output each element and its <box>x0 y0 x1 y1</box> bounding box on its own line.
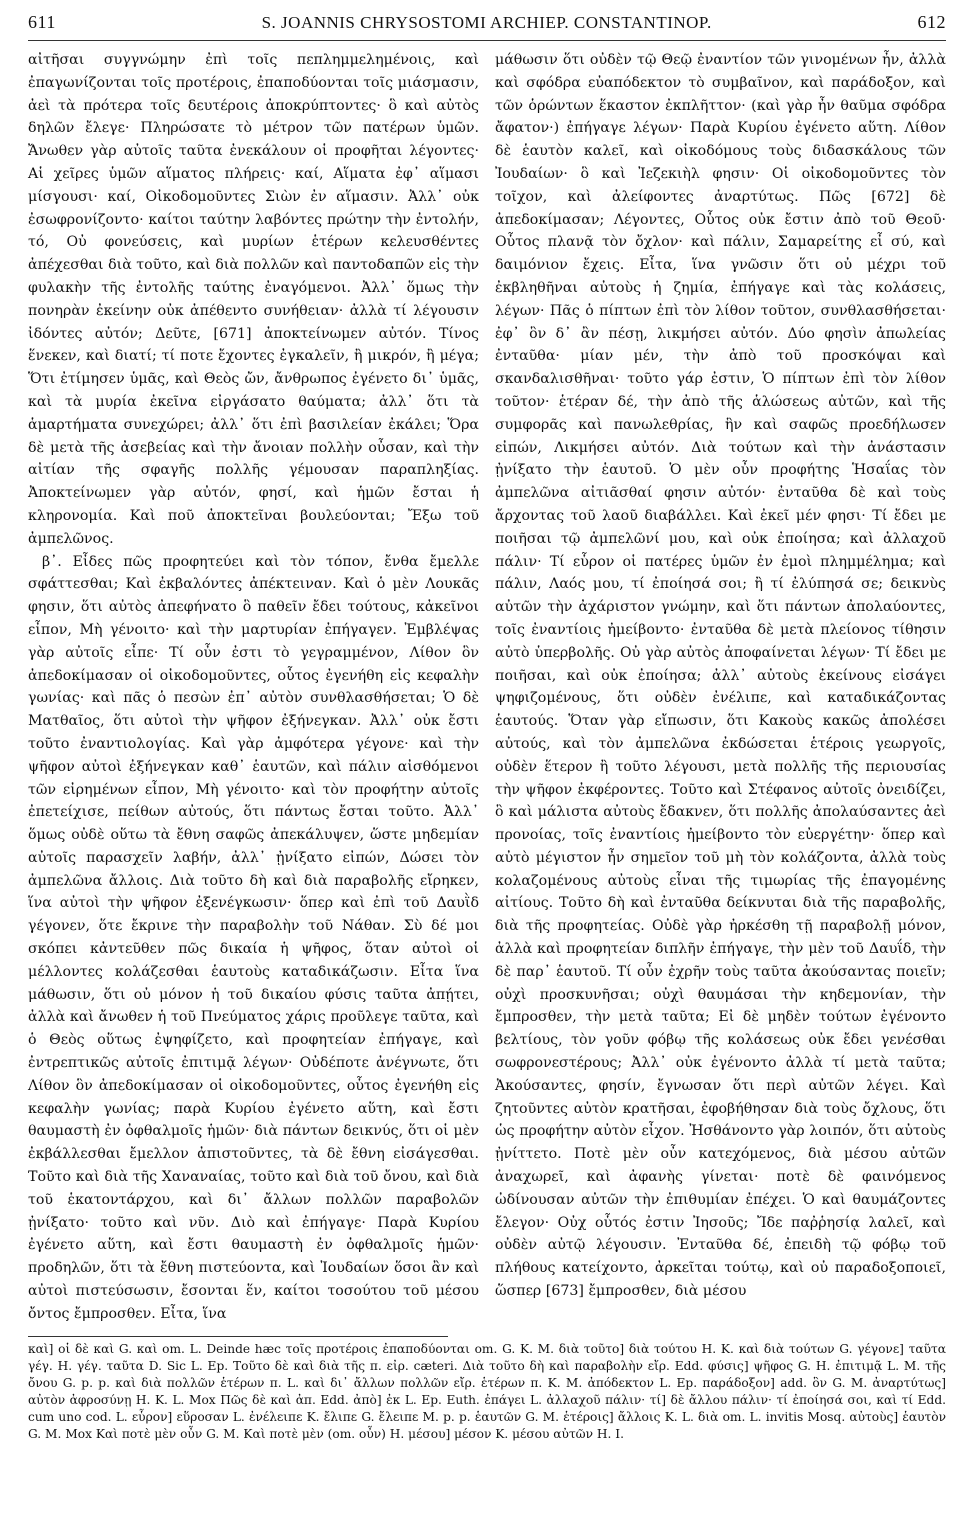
right-column <box>495 49 946 1326</box>
page-header <box>28 12 946 41</box>
left-paragraph-1: αἰτῆσαι συγγνώμην ἐπὶ τοῖς πεπλημμελημένοις, καὶ ἐπαγωνίζονται τοῖς προτέροις, ἐπαποδύονται τοῖς μιάσμασιν, ἀεὶ τὰ πρότερα τοῖς δευτέροις ἀποκρύπτοντες· ὃ καὶ αὐτὸς δηλῶν ἔλεγε· Πληρώσατε τὸ μέτρον τῶν πατέρων ὑμῶν. Ἄνωθεν γὰρ αὐτοῖς ταῦτα ἐνεκάλουν οἱ προφῆται λέγοντες· Αἱ χεῖρες ὑμῶν αἵματος πλήρεις· καί, Αἵματα ἐφ᾽ αἵμασι μίσγουσι· καί, Οἰκοδομοῦντες Σιὼν ἐν αἵμασιν. Ἀλλ᾽ οὐκ ἐσωφρονίζοντο· καίτοι ταύτην λαβόντες πρώτην τὴν ἐντολήν, τό, Οὐ φονεύσεις, καὶ μυρίων ἑτέρων κελευσθέντες ἀπέχεσθαι διὰ τοῦτο, καὶ διὰ πολλῶν καὶ παντοδαπῶν εἰς τὴν φυλακὴν τῆς ἐντολῆς ταύτης ἐναγόμενοι. Ἀλλ᾽ ὅμως τὴν πονηρὰν ἐκείνην οὐκ ἀπέθεντο συνήθειαν· ἀλλὰ τί λέγουσιν ἰδόντες αὐτόν; Δεῦτε, [671] ἀποκτείνωμεν αὐτόν. Τίνος ἕνεκεν, καὶ διατί; τί ποτε ἔχοντες ἐγκαλεῖν, ἢ μικρόν, ἢ μέγα; Ὅτι ἐτίμησεν ὑμᾶς, καὶ Θεὸς ὤν, ἄνθρωπος ἐγένετο δι᾽ ὑμᾶς, καὶ τὰ μυρία ἐκεῖνα εἰργάσατο θαύματα; ἀλλ᾽ ὅτι τὰ ἁμαρτήματα συνεχώρει; ἀλλ᾽ ὅτι ἐπὶ βασιλείαν ἐκάλει; Ὅρα δὲ μετὰ τῆς ἀσεβείας καὶ τὴν ἄνοιαν πολλὴν οὖσαν, καὶ τὴν αἰτίαν τῆς σφαγῆς πολλῆς γέμουσαν παραπληξίας. Ἀποκτείνωμεν γὰρ αὐτόν, φησί, καὶ ἡμῶν ἔσται ἡ κληρονομία. Καὶ ποῦ ἀποκτεῖναι βουλεύονται; Ἔξω τοῦ ἀμπελῶνος. <box>28 52 479 547</box>
page-number-left: 611 <box>28 12 56 32</box>
document-page <box>28 12 946 1528</box>
left-paragraph-2: β᾽. Εἶδες πῶς προφητεύει καὶ τὸν τόπον, ἔνθα ἔμελλε σφάττεσθαι; Καὶ ἐκβαλόντες ἀπέκτειναν. Καὶ ὁ μὲν Λουκᾶς φησιν, ὅτι αὐτὸς ἀπεφήνατο ὃ παθεῖν ἔδει τούτους, κἀκεῖνοι εἶπον, Μὴ γένοιτο· καὶ τὴν μαρτυρίαν ἐπήγαγεν. Ἐμβλέψας γὰρ αὐτοῖς εἶπε· Τί οὖν ἐστι τὸ γεγραμμένον, Λίθον ὃν ἀπεδοκίμασαν οἱ οἰκοδομοῦντες, οὗτος ἐγενήθη εἰς κεφαλὴν γωνίας· καὶ πᾶς ὁ πεσὼν ἐπ᾽ αὐτὸν συνθλασθήσεται; Ὁ δὲ Ματθαῖος, ὅτι αὐτοὶ τὴν ψῆφον ἐξήνεγκαν. Ἀλλ᾽ οὐκ ἔστι τοῦτο ἐναντιολογίας. Καὶ γὰρ ἀμφότερα γέγονε· καὶ τὴν ψῆφον αὐτοὶ ἐξήνεγκαν καθ᾽ ἑαυτῶν, καὶ πάλιν αἰσθόμενοι τῶν εἰρημένων εἶπον, Μὴ γένοιτο· καὶ τὸν προφήτην αὐτοῖς ἐπετείχισε, πείθων αὐτούς, ὅτι πάντως ἔσται τοῦτο. Ἀλλ᾽ ὅμως οὐδὲ οὕτω τὰ ἔθνη σαφῶς ἀπεκάλυψεν, ὥστε μηδεμίαν αὐτοῖς παρασχεῖν λαβήν, ἀλλ᾽ ᾐνίξατο εἰπών, Δώσει τὸν ἀμπελῶνα ἄλλοις. Διὰ τοῦτο δὴ καὶ διὰ παραβολῆς εἴρηκεν, ἵνα αὐτοὶ τὴν ψῆφον ἐξενέγκωσιν· ὅπερ καὶ ἐπὶ τοῦ Δαυῒδ γέγονεν, ὅτε ἔκρινε τὴν παραβολὴν τοῦ Νάθαν. Σὺ δέ μοι σκόπει κἀντεῦθεν πῶς δικαία ἡ ψῆφος, ὅταν αὐτοὶ οἱ μέλλοντες κολάζεσθαι ἑαυτοὺς καταδικάζωσιν. Εἶτα ἵνα μάθωσιν, ὅτι οὐ μόνον ἡ τοῦ δικαίου φύσις ταῦτα ἀπῄτει, ἀλλὰ καὶ ἄνωθεν ἡ τοῦ Πνεύματος χάρις προῦλεγε ταῦτα, καὶ ὁ Θεὸς οὕτως ἐψηφίζετο, καὶ προφητείαν ἐπήγαγε, καὶ ἐντρεπτικῶς αὐτοῖς ἐπιτιμᾷ λέγων· Οὐδέποτε ἀνέγνωτε, ὅτι Λίθον ὃν ἀπεδοκίμασαν οἱ οἰκοδομοῦντες, οὗτος ἐγενήθη εἰς κεφαλὴν γωνίας; παρὰ Κυρίου ἐγένετο αὕτη, καὶ ἔστι θαυμαστὴ ἐν ὀφθαλμοῖς ἡμῶν· διὰ πάντων δεικνύς, ὅτι οἱ μὲν ἐκβάλλεσθαι ἔμελλον ἀπιστοῦντες, τὰ δὲ ἔθνη εἰσάγεσθαι. Τοῦτο καὶ διὰ τῆς Χαναναίας, τοῦτο καὶ διὰ τοῦ ὄνου, καὶ διὰ τοῦ ἑκατοντάρχου, καὶ δι᾽ ἄλλων πολλῶν παραβολῶν ᾐνίξατο· τοῦτο καὶ νῦν. Διὸ καὶ ἐπήγαγε· Παρὰ Κυρίου ἐγένετο αὕτη, καὶ ἔστι θαυμαστὴ ἐν ὀφθαλμοῖς ἡμῶν· προδηλῶν, ὅτι τὰ ἔθνη πιστεύοντα, καὶ Ἰουδαίων ὅσοι ἂν καὶ αὐτοὶ πιστεύσωσιν, ἔσονται ἕν, καίτοι τοσούτου τοῦ μέσου ὄντος ἔμπροσθεν. Εἶτα, ἵνα <box>28 553 479 1322</box>
footnotes: καὶ] οἱ δὲ καὶ G. καὶ om. L. Deinde hæc τοῖς προτέροις ἐπαποδύονται om. G. K. M. διὰ τοῦτο] διὰ τούτου H. K. καὶ διὰ τούτων G. γέγονε] ταῦτα γέγ. H. γέγ. ταῦτα D. Sic L. Ep. Τοῦτο δὲ καὶ διὰ τῆς π. εἰρ. cæteri. Διὰ τοῦτο δὴ καὶ παραβολὴν εἴρ. Edd. φύσις] ψῆφος G. H. ἐπιτιμᾷ L. M. τῆς ὄνου G. p. p. καὶ διὰ πολλῶν ἑτέρων π. L. καὶ δι᾽ ἄλλων πολλῶν εἴρ. ἑτέρων π. K. M. ἀπόδεκτον L. Ep. παράδοξον] add. ὃν G. M. ἀναρτύτως] αὐτὸν ἀφροσύνῃ H. K. L. Mox Πῶς δὲ καὶ ἀπ. Edd. ἀπὸ] ἐκ L. Ep. Euth. ἐπάγει L. ἀλλαχοῦ πάλιν· τί] δὲ ἄλλου πάλιν· τί ἐποίησά σοι, καὶ τί Edd. cum uno cod. L. εὗρον] εὕροσαν L. ἐνέλειπε K. ἔλιπε G. ἔλειπε M. p. p. ἑαυτῶν G. M. ἑτέροις] ἄλλοις K. L. διὰ om. L. invitis Mosq. αὐτοὺς] ἑαυτὸν G. M. Mox Καὶ ποτὲ μὲν οὖν G. M. Καὶ ποτὲ μὲν (om. οὖν) H. μέσου] μέσον K. μέσου αὐτῶν H. I. <box>28 1341 946 1441</box>
left-column <box>28 49 479 1326</box>
text-columns <box>28 49 946 1326</box>
running-title: S. JOANNIS CHRYSOSTOMI ARCHIEP. CONSTANTINOP. <box>261 13 712 32</box>
page-number-right: 612 <box>917 12 946 32</box>
right-paragraph-1: μάθωσιν ὅτι οὐδὲν τῷ Θεῷ ἐναντίον τῶν γινομένων ἦν, ἀλλὰ καὶ σφόδρα εὐαπόδεκτον τὸ συμβαῖνον, καὶ παράδοξον, καὶ τῶν ὁρώντων ἕκαστον ἐκπλῆττον· (καὶ γὰρ ἦν θαῦμα σφόδρα ἄφατον·) ἐπήγαγε λέγων· Παρὰ Κυρίου ἐγένετο αὕτη. Λίθον δὲ ἑαυτὸν καλεῖ, καὶ οἰκοδόμους τοὺς διδασκάλους τῶν Ἰουδαίων· ὃ καὶ Ἰεζεκιὴλ φησιν· Οἱ οἰκοδομοῦντες τὸν τοῖχον, καὶ ἀλείφοντες ἀναρτύτως. Πῶς [672] δὲ ἀπεδοκίμασαν; Λέγοντες, Οὗτος οὐκ ἔστιν ἀπὸ τοῦ Θεοῦ· Οὗτος πλανᾷ τὸν ὄχλον· καὶ πάλιν, Σαμαρείτης εἶ σύ, καὶ δαιμόνιον ἔχεις. Εἶτα, ἵνα γνῶσιν ὅτι οὐ μέχρι τοῦ ἐκβληθῆναι αὐτοὺς ἡ ζημία, ἐπήγαγε καὶ τὰς κολάσεις, λέγων· Πᾶς ὁ πίπτων ἐπὶ τὸν λίθον τοῦτον, συνθλασθήσεται· ἐφ᾽ ὃν δ᾽ ἂν πέσῃ, λικμήσει αὐτόν. Δύο φησὶν ἀπωλείας ἐνταῦθα· μίαν μέν, τὴν ἀπὸ τοῦ προσκόψαι καὶ σκανδαλισθῆναι· τοῦτο γάρ ἐστιν, Ὁ πίπτων ἐπὶ τὸν λίθον τοῦτον· ἑτέραν δέ, τὴν ἀπὸ τῆς ἁλώσεως αὐτῶν, καὶ τῆς συμφορᾶς καὶ πανωλεθρίας, ἣν καὶ σαφῶς προεδήλωσεν εἰπών, Λικμήσει αὐτόν. Διὰ τούτων καὶ τὴν ἀνάστασιν ᾐνίξατο τὴν ἑαυτοῦ. Ὁ μὲν οὖν προφήτης Ἡσαΐας τὸν ἀμπελῶνα αἰτιᾶσθαί φησιν αὐτόν· ἐνταῦθα δὲ καὶ τοὺς ἄρχοντας τοῦ λαοῦ διαβάλλει. Καὶ ἐκεῖ μέν φησι· Τί ἔδει με ποιῆσαι τῷ ἀμπελῶνί μου, καὶ οὐκ ἐποίησα; καὶ ἀλλαχοῦ πάλιν· Τί εὗρον οἱ πατέρες ὑμῶν ἐν ἐμοὶ πλημμέλημα; καὶ πάλιν, Λαός μου, τί ἐποίησά σοι; ἢ τί ἐλύπησά σε; δεικνὺς αὐτῶν τὴν ἀχάριστον γνώμην, καὶ ὅτι πάντων ἀπολαύοντες, τοῖς ἐναντίοις ἠμείβοντο· ἐνταῦθα δὲ μετὰ πλείονος τίθησιν αὐτὸ ὑπερβολῆς. Οὐ γὰρ αὐτὸς ἀποφαίνεται λέγων· Τί ἔδει με ποιῆσαι, καὶ οὐκ ἐποίησα; ἀλλ᾽ αὐτοὺς ἐκείνους εἰσάγει ψηφιζομένους, ὅτι οὐδὲν ἐνέλιπε, καὶ καταδικάζοντας ἑαυτούς. Ὅταν γὰρ εἴπωσιν, ὅτι Κακοὺς κακῶς ἀπολέσει αὐτούς, καὶ τὸν ἀμπελῶνα ἐκδώσεται ἑτέροις γεωργοῖς, οὐδὲν ἕτερον ἢ τοῦτο λέγουσι, μετὰ πολλῆς τῆς περιουσίας τὴν ψῆφον ἐκφέροντες. Τοῦτο καὶ Στέφανος αὐτοῖς ὀνειδίζει, ὃ καὶ μάλιστα αὐτοὺς ἔδακνεν, ὅτι πολλῆς ἀπολαύσαντες ἀεὶ προνοίας, τοῖς ἐναντίοις ἠμείβοντο τὸν εὐεργέτην· ὅπερ καὶ αὐτὸ μέγιστον ἦν σημεῖον τοῦ μὴ τὸν κολάζοντα, ἀλλὰ τοὺς κολαζομένους αὐτοὺς εἶναι τῆς τιμωρίας τῆς ἐπαγομένης αἰτίους. Τοῦτο δὴ καὶ ἐνταῦθα δείκνυται διὰ τῆς παραβολῆς, διὰ τῆς προφητείας. Οὐδὲ γὰρ ἠρκέσθη τῇ παραβολῇ μόνον, ἀλλὰ καὶ προφητείαν διπλῆν ἐπήγαγε, τὴν μὲν τοῦ Δαυΐδ, τὴν δὲ παρ᾽ ἑαυτοῦ. Τί οὖν ἐχρῆν τοὺς ταῦτα ἀκούσαντας ποιεῖν; οὐχὶ προσκυνῆσαι; οὐχὶ θαυμάσαι τὴν κηδεμονίαν, τὴν ἔμπροσθεν, τὴν μετὰ ταῦτα; Εἰ δὲ μηδὲν τούτων ἐγένοντο βελτίους, τὸν γοῦν φόβῳ τῆς κολάσεως οὐκ ἔδει γενέσθαι σωφρονεστέρους; Ἀλλ᾽ οὐκ ἐγένοντο ἀλλὰ τί μετὰ ταῦτα; Ἀκούσαντες, φησίν, ἔγνωσαν ὅτι περὶ αὐτῶν λέγει. Καὶ ζητοῦντες αὐτὸν κρατῆσαι, ἐφοβήθησαν διὰ τοὺς ὄχλους, ὅτι ὡς προφήτην αὐτὸν εἶχον. Ἠσθάνοντο γὰρ λοιπόν, ὅτι αὐτοὺς ᾐνίττετο. Ποτὲ μὲν οὖν κατεχόμενος, διὰ μέσου αὐτῶν ἀναχωρεῖ, καὶ ἀφανὴς γίνεται· ποτὲ δὲ φαινόμενος ὠδίνουσαν αὐτῶν τὴν ἐπιθυμίαν ἐπέχει. Ὁ καὶ θαυμάζοντες ἔλεγον· Οὐχ οὗτός ἐστιν Ἰησοῦς; Ἴδε παῤῥησίᾳ λαλεῖ, καὶ οὐδὲν αὐτῷ λέγουσιν. Ἐνταῦθα δέ, ἐπειδὴ τῷ φόβῳ τοῦ πλήθους κατείχοντο, ἀρκεῖται τούτῳ, καὶ οὐ παραδοξοποιεῖ, ὥσπερ [673] ἔμπροσθεν, διὰ μέσου <box>495 52 946 1300</box>
